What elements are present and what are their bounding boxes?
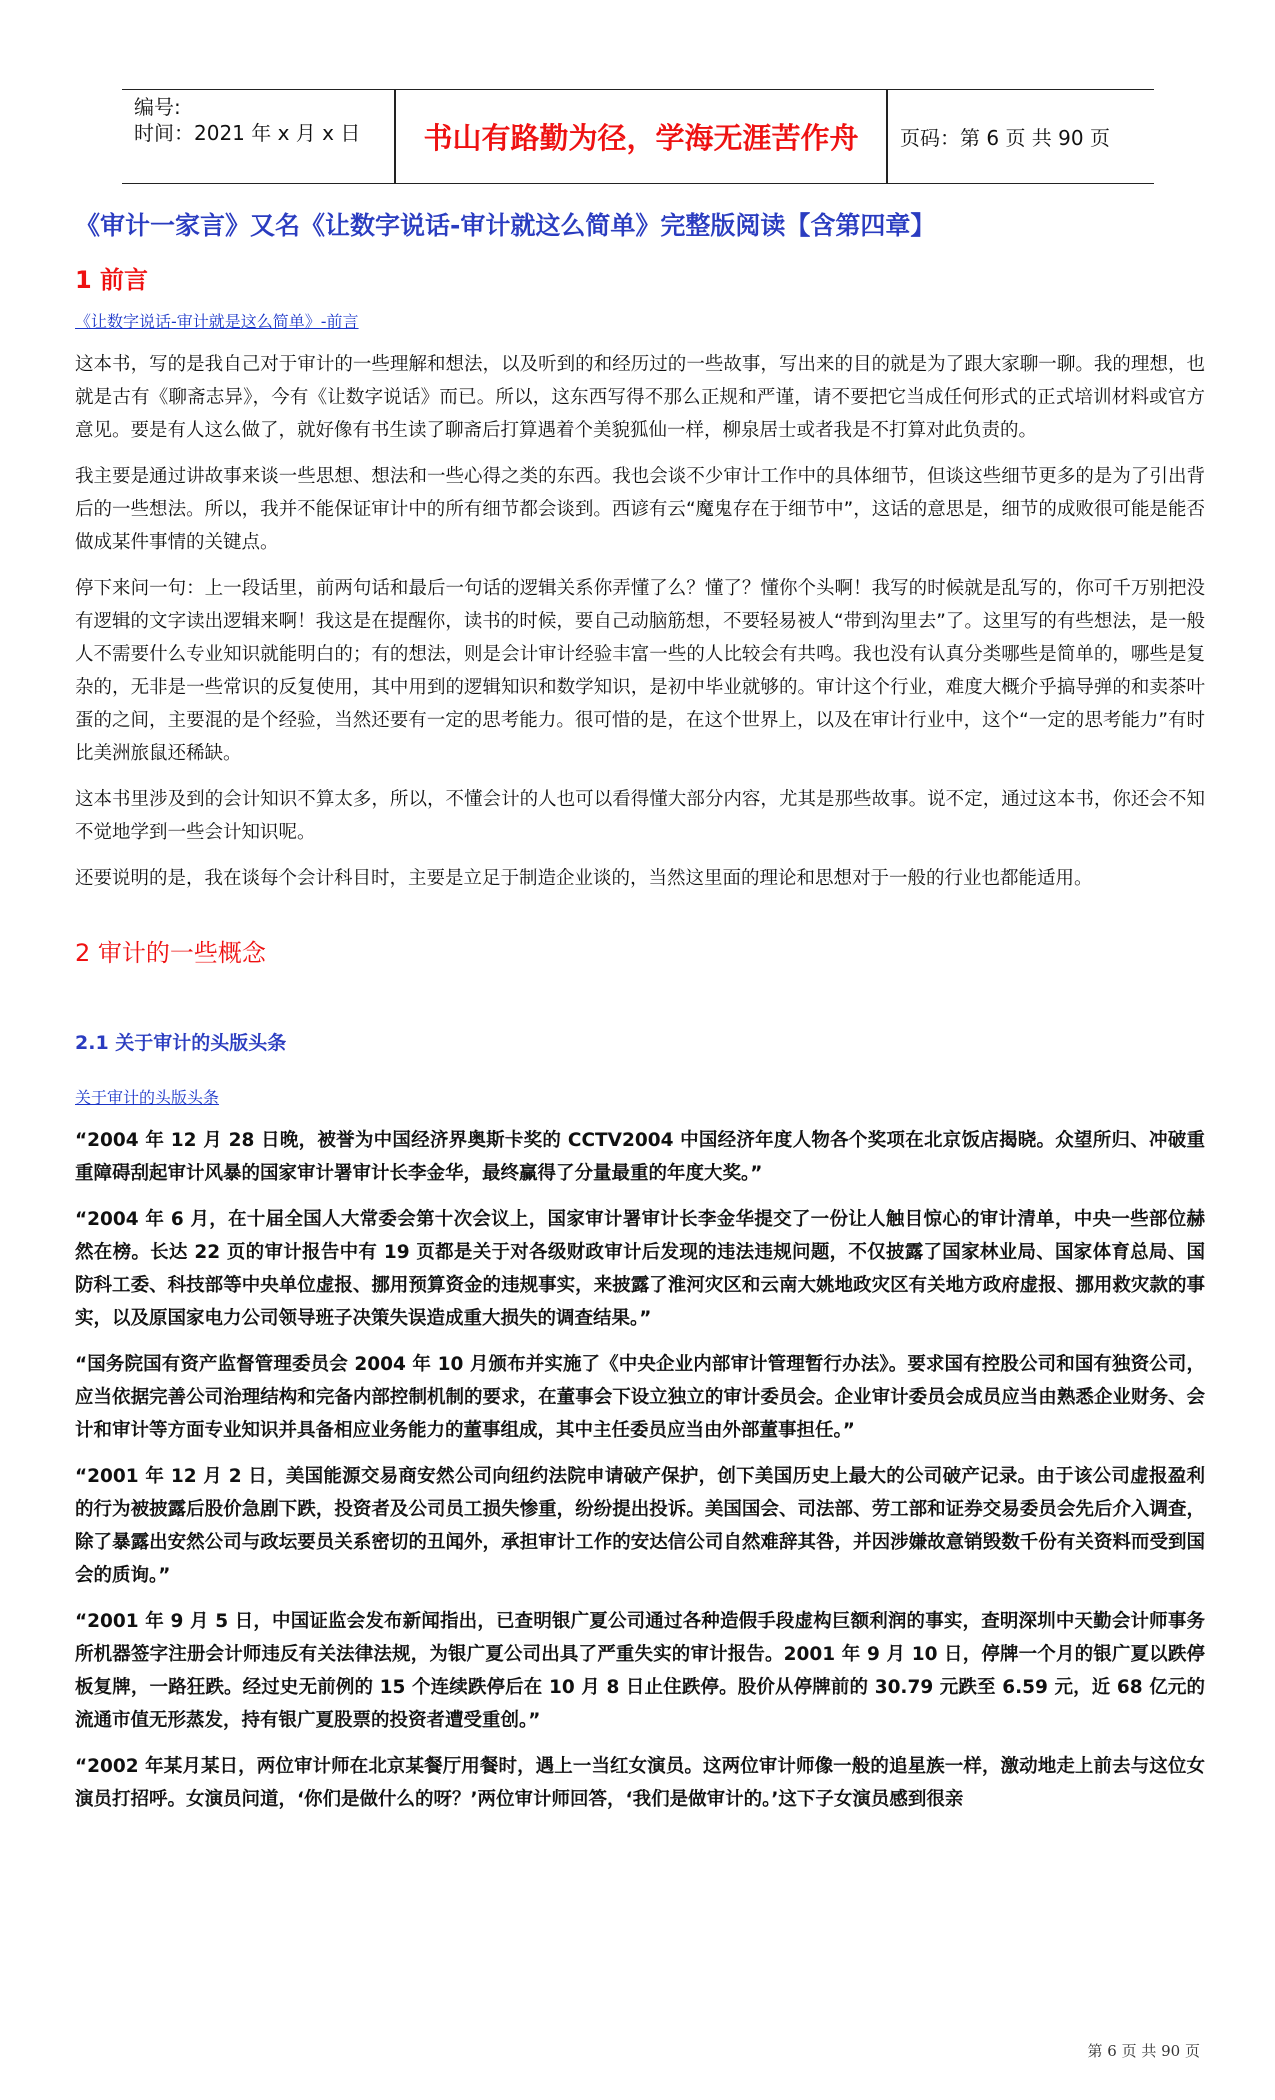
document-body xyxy=(75,206,1205,1829)
quote-paragraph: “2004 年 6 月，在十届全国人大常委会第十次会议上，国家审计署审计长李金华提交了一份让人触目惊心的审计清单，中央一些部位赫然在榜。长达 22 页的审计报告中有 19 页都是关于对各级财政审计后发现的违法违规问题，不仅披露了国家林业局、国家体育总局、国防科工委、科技部等中央单位虚报、挪用预算资金的违规事实，来披露了淮河灾区和云南大姚地政灾区有关地方政府虚报、挪用救灾款的事实，以及原国家电力公司领导班子决策失误造成重大损失的调查结果。” xyxy=(75,1209,1205,1329)
time-label: 时间：2021 年 x 月 x 日 xyxy=(134,121,361,145)
paragraph: 停下来问一句：上一段话里，前两句话和最后一句话的逻辑关系你弄懂了么？懂了？懂你个头啊！我写的时候就是乱写的，你可千万别把没有逻辑的文字读出逻辑来啊！我这是在提醒你，读书的时候，要自己动脑筋想，不要轻易被人“带到沟里去”了。这里写的有些想法，是一般人不需要什么专业知识就能明白的；有的想法，则是会计审计经验丰富一些的人比较会有共鸣。我也没有认真分类哪些是简单的，哪些是复杂的，无非是一些常识的反复使用，其中用到的逻辑知识和数学知识，是初中毕业就够的。审计这个行业，难度大概介乎搞导弹的和卖茶叶蛋的之间，主要混的是个经验，当然还要有一定的思考能力。很可惜的是，在这个世界上，以及在审计行业中，这个“一定的思考能力”有时比美洲旅鼠还稀缺。 xyxy=(75,578,1205,764)
paragraph: 这本书，写的是我自己对于审计的一些理解和想法，以及听到的和经历过的一些故事，写出来的目的就是为了跟大家聊一聊。我的理想，也就是古有《聊斋志异》，今有《让数字说话》而已。所以，这东西写得不那么正规和严谨，请不要把它当成任何形式的正式培训材料或官方意见。要是有人这么做了，就好像有书生读了聊斋后打算遇着个美貌狐仙一样，柳泉居士或者我是不打算对此负责的。 xyxy=(75,354,1205,441)
paragraph: 我主要是通过讲故事来谈一些思想、想法和一些心得之类的东西。我也会谈不少审计工作中的具体细节，但谈这些细节更多的是为了引出背后的一些想法。所以，我并不能保证审计中的所有细节都会谈到。西谚有云“魔鬼存在于细节中”，这话的意思是，细节的成败很可能是能否做成某件事情的关键点。 xyxy=(75,466,1205,553)
section-1-link[interactable]: 《让数字说话-审计就是这么简单》-前言 xyxy=(75,312,359,331)
section-2-1-heading: 2.1 关于审计的头版头条 xyxy=(75,1032,287,1054)
page-footer: 第 6 页 共 90 页 xyxy=(1087,2042,1200,2060)
quote-paragraph: “2001 年 9 月 5 日，中国证监会发布新闻指出，已查明银广夏公司通过各种造假手段虚构巨额利润的事实，查明深圳中天勤会计师事务所机器签字注册会计师违反有关法律法规，为银广夏公司出具了严重失实的审计报告。2001 年 9 月 10 日，停牌一个月的银广夏以跌停板复牌，一路狂跌。经过史无前例的 15 个连续跌停后在 10 月 8 日止住跌停。股价从停牌前的 30.79 元跌至 6.59 元，近 68 亿元的流通市值无形蒸发，持有银广夏股票的投资者遭受重创。” xyxy=(75,1611,1205,1731)
quote-paragraph: “国务院国有资产监督管理委员会 2004 年 10 月颁布并实施了《中央企业内部审计管理暂行办法》。要求国有控股公司和国有独资公司，应当依据完善公司治理结构和完备内部控制机制的要求，在董事会下设立独立的审计委员会。企业审计委员会成员应当由熟悉企业财务、会计和审计等方面专业知识并具备相应业务能力的董事组成，其中主任委员应当由外部董事担任。” xyxy=(75,1354,1205,1441)
doc-number-label: 编号: xyxy=(134,95,181,119)
document-title: 《审计一家言》又名《让数字说话-审计就这么简单》完整版阅读【含第四章】 xyxy=(75,211,936,240)
section-2-heading: 2 审计的一些概念 xyxy=(75,939,266,967)
section-1-heading: 1 前言 xyxy=(75,266,149,294)
header-left-cell xyxy=(122,90,394,183)
quote-paragraph: “2002 年某月某日，两位审计师在北京某餐厅用餐时，遇上一当红女演员。这两位审计师像一般的追星族一样，激动地走上前去与这位女演员打招呼。女演员问道，‘你们是做什么的呀？’两位审计师回答，‘我们是做审计的。’这下子女演员感到很亲 xyxy=(75,1756,1205,1810)
quote-paragraph: “2004 年 12 月 28 日晚，被誉为中国经济界奥斯卡奖的 CCTV2004 中国经济年度人物各个奖项在北京饭店揭晓。众望所归、冲破重重障碍刮起审计风暴的国家审计署审计长李金华，最终赢得了分量最重的年度大奖。” xyxy=(75,1130,1205,1184)
paragraph: 这本书里涉及到的会计知识不算太多，所以，不懂会计的人也可以看得懂大部分内容，尤其是那些故事。说不定，通过这本书，你还会不知不觉地学到一些会计知识呢。 xyxy=(75,789,1205,843)
quote-paragraph: “2001 年 12 月 2 日，美国能源交易商安然公司向纽约法院申请破产保护，创下美国历史上最大的公司破产记录。由于该公司虚报盈利的行为被披露后股价急剧下跌，投资者及公司员工损失惨重，纷纷提出投诉。美国国会、司法部、劳工部和证券交易委员会先后介入调查，除了暴露出安然公司与政坛要员关系密切的丑闻外，承担审计工作的安达信公司自然难辞其咎，并因涉嫌故意销毁数千份有关资料而受到国会的质询。” xyxy=(75,1466,1205,1586)
motto: 书山有路勤为径，学海无涯苦作舟 xyxy=(394,90,888,183)
page-label: 页码：第 6 页 共 90 页 xyxy=(900,126,1110,150)
section-2-1-link[interactable]: 关于审计的头版头条 xyxy=(75,1088,220,1107)
paragraph: 还要说明的是，我在谈每个会计科目时，主要是立足于制造企业谈的，当然这里面的理论和思想对于一般的行业也都能适用。 xyxy=(75,868,1093,889)
header-table xyxy=(122,89,1154,184)
